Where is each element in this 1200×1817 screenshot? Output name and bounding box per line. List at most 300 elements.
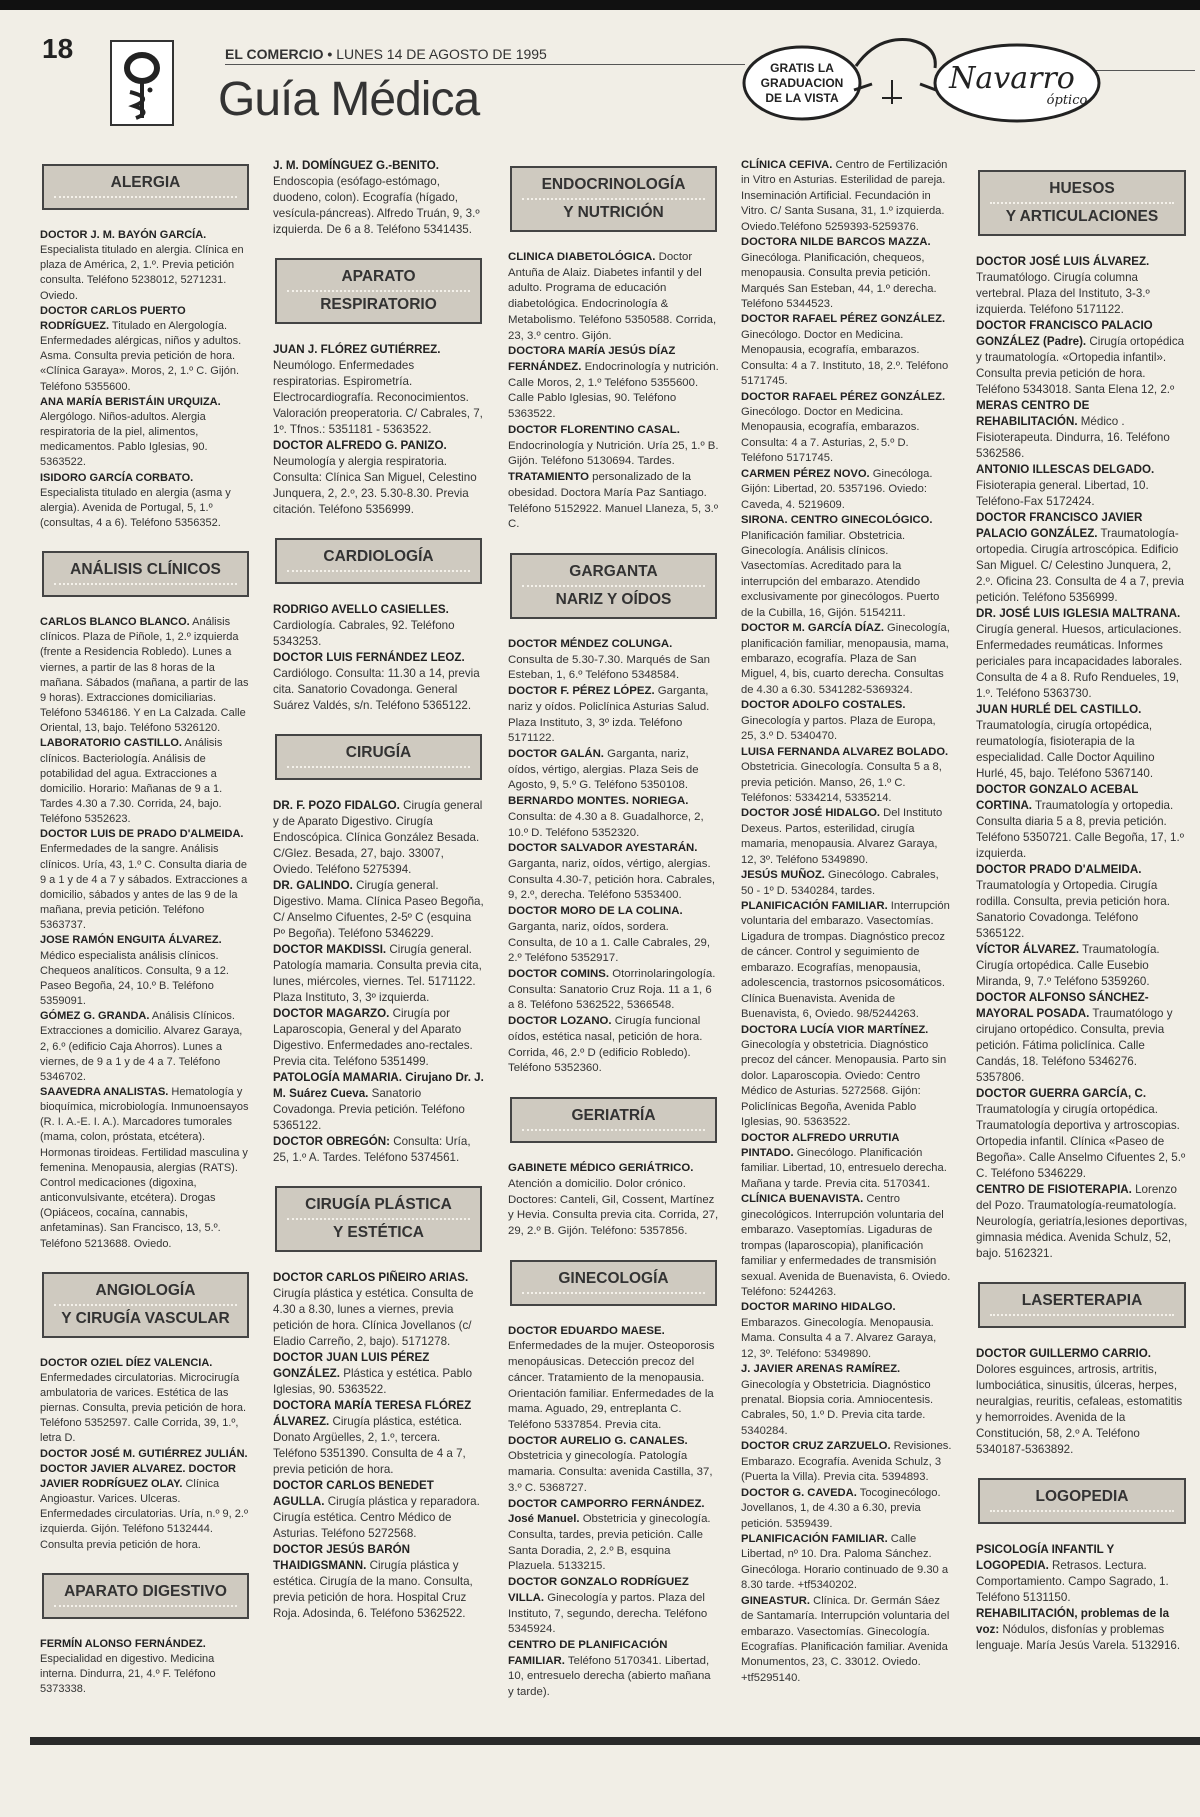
directory-entry <box>508 841 719 904</box>
directory-entry <box>508 1161 719 1240</box>
entry-details: Garganta, nariz, oídos, vértigo, alergias. Consulta 4.30-7, petición hora. Cabrales, 9, 2.º, derecha. Teléfono 5353400. <box>508 858 716 902</box>
directory-entry <box>976 990 1188 1086</box>
entry-details: Cirugía general y de Aparato Digestivo. Cirugía Endoscópica. Clínica González Besada. C/Glez. Besada, 27, bajo. 33007, Oviedo. Teléfono 5275394. <box>273 799 483 876</box>
directory-entry <box>741 1192 953 1300</box>
entry-name: DOCTOR LUIS DE PRADO D'ALMEIDA. <box>40 828 244 841</box>
section-header <box>978 170 1186 236</box>
directory-entry <box>508 747 719 794</box>
section-title: ANÁLISIS CLÍNICOS <box>70 561 221 579</box>
entry-name: DOCTOR G. CAVEDA. <box>741 1486 857 1499</box>
section-header <box>42 1573 249 1619</box>
entry-details: Titulado en Alergología. Enfermedades alérgicas, niños y adultos. Asma. Consulta previa petición de hora. «Clínica Garaya». Moros, 2, 1.º C. Gijón. Teléfono 5355600. <box>40 319 242 393</box>
directory-entry <box>976 782 1188 862</box>
entry-details: Especialista titulado en alergia (asma y alergia). Avenida de Portugal, 5, 1.º (consultas, 4 a 6). Teléfono 5356352. <box>40 486 231 529</box>
directory-entry <box>508 1434 719 1497</box>
entry-name: PATOLOGÍA MAMARIA. Cirujano Dr. J. M. Suárez Cueva. <box>273 1071 484 1100</box>
directory-entry <box>273 650 484 714</box>
entry-name: DOCTOR SALVADOR AYESTARÁN. <box>508 842 698 855</box>
section-title: CIRUGÍA <box>345 744 412 761</box>
entry-details: personalizado de la obesidad. Doctora María Paz Santiago. Teléfono 5152922. Manuel Llaneza, 5, 3.º C. <box>508 471 718 531</box>
directory-column <box>273 158 484 1622</box>
entry-name: DOCTOR COMINS. <box>508 968 610 981</box>
directory-entry <box>273 798 484 878</box>
entry-name: GÓMEZ G. GRANDA. <box>40 1010 150 1023</box>
directory-entry <box>508 1638 719 1701</box>
entry-name: BERNARDO MONTES. NORIEGA. <box>508 795 689 808</box>
entry-details: Ginecólogo. Doctor en Medicina. Menopausia, ecografía, embarazos. Consulta: 4 a 7. Instituto, 18, 2.º. Teléfono 5171745. <box>741 328 949 388</box>
entry-details: Consulta: de 4.30 a 8. Guadalhorce, 2, 10.º D. Teléfono 5352320. <box>508 810 704 839</box>
entry-details: Nódulos, disfonías y problemas lenguaje. María Jesús Varela. 5132916. <box>976 1623 1181 1652</box>
entry-name: DOCTOR J. M. BAYÓN GARCÍA. <box>40 229 207 241</box>
entry-details: Cirugía plástica y estética. Cirugía de la mano. Consulta, previa petición de hora. Hospital Cruz Roja. Adosinda, 6. Teléfono 5362522. <box>273 1559 473 1620</box>
advert-gratis-line-1: GRATIS LA <box>770 61 834 75</box>
entry-details: Lorenzo del Pozo. Traumatología-reumatología. Neurología, geriatría,lesiones deportivas, gimnasia médica. Avenida Schulz, 52, bajo. 5162321. <box>976 1183 1188 1260</box>
entry-name: DOCTORA MARÍA JESÚS DÍAZ FERNÁNDEZ. <box>508 345 676 374</box>
directory-entry <box>741 899 953 1023</box>
directory-entry <box>273 942 484 1006</box>
directory-entry <box>741 1300 953 1362</box>
section-spacer <box>40 1252 251 1266</box>
header-dotted-rule <box>54 1304 237 1306</box>
directory-entry <box>741 390 953 467</box>
section-header <box>42 164 249 210</box>
entry-name: JESÚS MUÑOZ. <box>741 869 825 882</box>
directory-entry <box>741 467 953 513</box>
directory-entry <box>40 1009 251 1085</box>
section-header <box>510 1097 717 1143</box>
masthead-rule <box>225 64 745 65</box>
entry-name: DOCTOR CARLOS BENEDET AGULLA. <box>273 1479 434 1508</box>
page-title: Guía Médica <box>218 73 480 126</box>
entry-name: DOCTOR GONZALO ACEBAL CORTINA. <box>976 783 1139 812</box>
section-title: CIRUGÍA PLÁSTICA <box>305 1196 452 1213</box>
section-header <box>275 258 482 324</box>
entry-details: Traumatólogo. Cirugía columna vertebral. Plaza del Instituto, 3-3.º izquierda. Teléfono 5171122. <box>976 271 1150 316</box>
directory-entry <box>741 698 953 744</box>
directory-entry <box>508 1014 719 1077</box>
entry-name: DOCTOR MORO DE LA COLINA. <box>508 905 683 918</box>
entry-name: RODRIGO AVELLO CASIELLES. <box>273 603 449 616</box>
entry-name: DOCTOR GONZALO RODRÍGUEZ VILLA. <box>508 1576 689 1604</box>
entry-name: DOCTOR ALFONSO SÁNCHEZ-MAYORAL POSADA. <box>976 991 1149 1020</box>
entry-name: DOCTOR RAFAEL PÉREZ GONZÁLEZ. <box>741 390 946 403</box>
header-dotted-rule <box>54 583 237 585</box>
directory-entry <box>508 967 719 1014</box>
entry-name: PLANIFICACIÓN FAMILIAR. <box>741 900 888 912</box>
entry-name: DOCTOR GUILLERMO CARRIO. <box>976 1347 1151 1360</box>
entry-details: Planificación familiar. Obstetricia. Ginecología. Análisis clínicos. Vasectomías. Acreditado para la interrupción del embarazo. Atendido exclusivamente por ginecólogos. Puerto de la Cubilla, 16, Gijón. 5154211. <box>741 529 940 619</box>
section-title: NARIZ Y OÍDOS <box>555 590 672 608</box>
entry-name: GINEASTUR. <box>741 1594 810 1607</box>
directory-entry <box>741 1362 953 1439</box>
entry-name: DOCTOR JUAN LUIS PÉREZ GONZÁLEZ. <box>273 1351 430 1380</box>
entry-details: Cirugía ortopédica y traumatología. «Ortopedia infantil». Consulta previa petición de hora. Teléfono 5343018. Santa Elena 12, 2.º <box>976 335 1185 396</box>
entry-details: Endocrinología y Nutrición. Uría 25, 1.º B. Gijón. Teléfono 5130694. Tardes. <box>508 439 719 468</box>
entry-details: Centro ginecológicos. Interrupción voluntaria del embarazo. Vaseptomías. Ligaduras de trompas (laparoscopia), planificación familiar y enfermedades de transmisión sexual. Avenida de Buenavista, 6. Oviedo. Teléfono: 5244263. <box>741 1193 951 1298</box>
entry-details: Ginecólogo. Planificación familiar. Libertad, 10, entresuelo derecha. Mañana y tarde. Previa cita. 5170341. <box>741 1147 947 1190</box>
entry-details: Centro de Fertilización in Vitro en Asturias. Esterilidad de pareja. Inseminación Artificial. Fecundación in Vitro. C/ Santa Susana, 31, 1.º izquierda. Oviedo.Teléfono 5259393-5259376. <box>741 159 948 233</box>
directory-entry <box>40 827 251 933</box>
entry-details: Ginecóloga. Gijón: Libertad, 20. 5357196. Oviedo: Caveda, 4. 5219609. <box>741 467 933 511</box>
entry-name: DOCTORA LUCÍA VIOR MARTÍNEZ. <box>741 1023 929 1036</box>
section-header <box>42 551 249 597</box>
entry-name: DOCTOR MARINO HIDALGO. <box>741 1301 896 1314</box>
directory-entry <box>976 318 1188 398</box>
entry-name: TRATAMIENTO <box>508 471 589 484</box>
directory-entry <box>40 471 251 532</box>
directory-entry <box>273 1270 484 1350</box>
entry-name: PLANIFICACIÓN FAMILIAR. <box>741 1532 888 1545</box>
entry-details: Garganta, nariz, oídos, sordera. Consulta, de 10 a 1. Calle Cabrales, 29, 2.º Teléfono 5352917. <box>508 920 710 965</box>
header-dotted-rule <box>522 585 705 587</box>
directory-entry <box>508 1575 719 1638</box>
entry-name: DOCTORA NILDE BARCOS MAZZA. <box>741 236 931 249</box>
entry-details: Ginecología, planificación familiar, menopausia, mama, embarazo, ecografía. Plaza de San Miguel, 4, bis, cuarto derecha. Consultas de 4.30 a 6.30. 5341282-5369324. <box>741 622 950 696</box>
entry-name: DOCTOR ALFREDO URRUTIA PINTADO. <box>741 1131 900 1159</box>
header-dotted-rule <box>990 1314 1174 1316</box>
entry-name: DOCTOR FRANCISCO JAVIER PALACIO GONZÁLEZ. <box>976 511 1143 540</box>
header-dotted-rule <box>522 1292 705 1294</box>
entry-details: Cirugía general. Patología mamaria. Consulta previa cita, lunes, miércoles, viernes. Tel. 5171122. Plaza Instituto, 3, 3º izquierda. <box>273 943 482 1004</box>
header-dotted-rule <box>522 198 705 200</box>
entry-details: Atención a domicilio. Dolor crónico. Doctores: Canteli, Gil, Cossent, Martínez y Hevia. Consulta previa cita. Corrida, 27, 29, 2.º B. Gijón. Teléfono: 5357856. <box>508 1177 719 1237</box>
directory-entry <box>508 470 719 533</box>
entry-details: Ginecología y Obstetricia. Diagnóstico prenatal. Biopsia coria. Amniocentesis. Cabrales, 50, 1.º D. Previa cita tarde. 5340284. <box>741 1378 934 1437</box>
entry-details: Revisiones. Embarazo. Ecografía. Avenida Schulz, 3 (Puerta la Villa). Previa cita. 5394893. <box>741 1440 952 1484</box>
directory-entry <box>741 1023 953 1131</box>
section-spacer <box>40 1553 251 1567</box>
entry-name: DOCTOR OZIEL DÍEZ VALENCIA. <box>40 1356 213 1369</box>
entry-details: Cardiología. Cabrales, 92. Teléfono 5343253. <box>273 619 455 648</box>
directory-entry <box>976 1346 1188 1458</box>
entry-name: DOCTOR OBREGÓN: <box>273 1135 391 1148</box>
header-dotted-rule <box>287 766 470 768</box>
directory-entry <box>273 1070 484 1134</box>
section-title: GERIATRÍA <box>571 1107 656 1125</box>
entry-details: Del Instituto Dexeus. Partos, esterilidad, cirugía mamaria, menopausia. Alvarez Garaya, 12, 3º. Teléfono 5349890. <box>741 807 943 866</box>
section-spacer <box>976 1262 1188 1276</box>
entry-details: Análisis Clínicos. Extracciones a domicilio. Alvarez Garaya, 2, 6.º (edificio Caja Ahorros). Lunes a viernes, de 9 a 1 y de 4 a 7. Teléfono 5346702. <box>40 1010 243 1083</box>
issue-date: LUNES 14 DE AGOSTO DE 1995 <box>336 46 547 62</box>
entry-name: DOCTOR RAFAEL PÉREZ GONZÁLEZ. <box>741 313 946 326</box>
entry-name: CLINICA DIABETOLÓGICA. <box>508 251 656 263</box>
entry-details: Traumatología y ortopedia. Consulta diaria 5 a 8, previa petición. Teléfono 5350721. Calle Begoña, 17, 1.º izquierda. <box>976 799 1184 860</box>
entry-details: Otorrinolaringología. Consulta: Sanatorio Cruz Roja. 11 a 1, 6 a 8. Teléfono 5362522, 5366548. <box>508 968 716 1012</box>
directory-entry <box>976 1606 1188 1654</box>
entry-details: Consulta de 5.30-7.30. Marqués de San Esteban, 1, 6.º Teléfono 5348584. <box>508 653 711 682</box>
entry-name: DOCTOR JOSÉ HIDALGO. <box>741 807 881 820</box>
entry-name: DOCTOR LUIS FERNÁNDEZ LEOZ. <box>273 651 465 664</box>
directory-entry <box>976 702 1188 782</box>
entry-name: DOCTOR ADOLFO COSTALES. <box>741 699 906 712</box>
directory-entry <box>40 1637 251 1698</box>
entry-name: VÍCTOR ÁLVAREZ. <box>976 943 1080 956</box>
entry-name: ANTONIO ILLESCAS DELGADO. <box>976 463 1155 476</box>
directory-entry <box>741 1486 953 1532</box>
section-title: ANGIOLOGÍA <box>95 1281 196 1299</box>
top-border <box>0 0 1200 10</box>
entry-details: Tocoginecólogo. Jovellanos, 1, de 4.30 a 6.30, previa petición. 5359439. <box>741 1486 941 1530</box>
directory-entry <box>741 1131 953 1193</box>
bottom-rule <box>30 1737 1200 1745</box>
directory-entry <box>741 745 953 807</box>
directory-entry <box>40 933 251 1009</box>
entry-name: DOCTOR CRUZ ZARZUELO. <box>741 1440 891 1453</box>
entry-name: SIRONA. CENTRO GINECOLÓGICO. <box>741 514 933 527</box>
section-title: ALERGIA <box>110 174 181 191</box>
section-header <box>978 1282 1186 1328</box>
entry-name: DOCTOR ALFREDO G. PANIZO. <box>273 439 447 452</box>
entry-name: DOCTOR AURELIO G. CANALES. <box>508 1434 688 1447</box>
section-spacer <box>508 533 719 547</box>
entry-details: Ginecología y obstetricia. Diagnóstico precoz del cáncer. Menopausia. Parto sin dolor. Laparoscopia. Oviedo: Centro Médico de Asturias. 5272568. Gijón: Policlínicas Begoña, Avenida Pablo Iglesias, 90. 5363522. <box>741 1038 947 1129</box>
section-title: LOGOPEDIA <box>1035 1488 1129 1505</box>
entry-name: JOSE RAMÓN ENGUITA ÁLVAREZ. <box>40 934 222 947</box>
entry-name: ISIDORO GARCÍA CORBATO. <box>40 471 194 484</box>
section-spacer <box>273 238 484 252</box>
entry-details: Traumatólogo y cirujano ortopédico. Consulta, previa petición. Fátima policlínica. Calle Candás, 18. Teléfono 5346276. 5357806. <box>976 1007 1173 1084</box>
section-title: HUESOS <box>1049 180 1115 197</box>
section-title: Y CIRUGÍA VASCULAR <box>61 1309 230 1327</box>
directory-entry <box>741 868 953 899</box>
entry-details: Traumatología, cirugía ortopédica, reumatología, fisioterapia de la especialidad. Calle Doctor Aquilino Hurlé, 45, bajo. Teléfono 5367140. <box>976 719 1155 780</box>
section-title: Y ARTICULACIONES <box>1005 208 1159 225</box>
directory-entry <box>741 621 953 698</box>
section-title: GINECOLOGÍA <box>558 1269 669 1287</box>
directory-entry <box>741 513 953 621</box>
entry-details: Obstetricia. Ginecología. Consulta 5 a 8, previa petición. Manso, 26, 1.º C. Teléfonos: 5334214, 5335214. <box>741 761 942 804</box>
entry-name: DOCTOR EDUARDO MAESE. <box>508 1324 665 1337</box>
entry-details: Enfermedades de la mujer. Osteoporosis menopáusicas. Detección precoz del cáncer. Tratamiento de la menopausia. Orientación familiar. Enfermedades de la mama. Aguado, 29, entreplanta C. Teléfono 5337854. Previa cita. <box>508 1340 715 1431</box>
section-header <box>42 1272 249 1338</box>
entry-name: REHABILITACIÓN, problemas de la voz: <box>976 1607 1170 1636</box>
header-dotted-rule <box>522 1129 705 1131</box>
section-spacer <box>273 1166 484 1180</box>
entry-details: Traumatología y cirugía ortopédica. Traumatología deportiva y artroscopias. Ortopedia infantil. Clínica «Paseo de Begoña». Calle Anselmo Cifuentes 2, 5.º C. Teléfono 5346229. <box>976 1103 1186 1180</box>
section-spacer <box>40 531 251 545</box>
entry-name: MERAS CENTRO DE REHABILITACIÓN. <box>976 399 1090 428</box>
entry-details: Enfermedades circulatorias. Microcirugía ambulatoria de varices. Estética de las piernas. Consulta, previa petición de hora. Teléfono 5352597. Calle Corrida, 39, 1.º, letra D. <box>40 1371 247 1445</box>
directory-entry <box>976 254 1188 318</box>
directory-entry <box>508 423 719 470</box>
directory-entry <box>273 1478 484 1542</box>
entry-details: Sanatorio Covadonga. Previa petición. Teléfono 5365122. <box>273 1087 465 1132</box>
page-number: 18 <box>42 33 74 64</box>
entry-name: JUAN J. FLÓREZ GUTIÉRREZ. <box>273 343 441 356</box>
directory-entry <box>508 344 719 423</box>
entry-name: DOCTOR CARLOS PUERTO RODRÍGUEZ. <box>40 304 186 332</box>
entry-details: Enfermedades de la sangre. Análisis clínicos. Uría, 43, 1.º C. Consulta diaria de 9 a 1 y de 4 a 7 y sábados. Extracciones a domicilio, sábados y antes de las 9 de la mañana, previa petición. Teléfono 5363737. <box>40 843 248 932</box>
entry-details: Análisis clínicos. Plaza de Piñole, 1, 2.º izquierda (frente a Residencia Robledo). Lunes a viernes, a partir de las 8 horas de la mañana. Sábados (mañana, a partir de las 9 horas). Extracciones domiciliarias. Teléfono 5346186. Y en La Calzada. Calle Oriental, 13, bajo. Teléfono 5326120. <box>40 616 249 735</box>
entry-details: Ginecólogo. Doctor en Medicina. Menopausia, ecografía, embarazos. Consulta: 4 a 7. Asturias, 2, 5.º D. Teléfono 5171745. <box>741 406 920 465</box>
directory-column <box>976 164 1188 1654</box>
entry-details: Obstetricia y ginecología. Patología mamaria. Consulta: avenida Castilla, 37, 3.º C. 5368727. <box>508 1450 713 1494</box>
section-title: LASERTERAPIA <box>1021 1292 1143 1309</box>
directory-entry <box>976 1542 1188 1606</box>
directory-entry <box>741 235 953 312</box>
entry-details: Endocrinología y nutrición. Calle Moros, 2, 1.º Teléfono 5355600. Calle Pablo Iglesias, 90. Teléfono 5363522. <box>508 361 719 421</box>
entry-name: GABINETE MÉDICO GERIÁTRICO. <box>508 1162 694 1175</box>
section-title: Y NUTRICIÓN <box>563 204 664 221</box>
section-header <box>275 734 482 780</box>
entry-details: Neumología y alergia respiratoria. Consulta: Clínica San Miguel, Celestino Junquera, 2, 2.º, 23. 5.30-8.30. Previa citación. Teléfono 5356999. <box>273 455 477 516</box>
section-header <box>275 1186 482 1252</box>
entry-details: Obstetricia y ginecología. Consulta, tardes, previa petición. Calle Santa Doradia, 2, 2.º B, esquina Plazuela. 5133215. <box>508 1513 711 1573</box>
directory-entry <box>508 1324 719 1434</box>
entry-details: Ginecólogo. Cabrales, 50 - 1º D. 5340284, tardes. <box>741 869 939 897</box>
entry-name: DOCTOR FLORENTINO CASAL. <box>508 423 680 436</box>
section-title: APARATO DIGESTIVO <box>64 1582 227 1600</box>
entry-details: Ginecología y partos. Plaza de Europa, 25, 3.º D. 5340470. <box>741 714 936 743</box>
entry-details: Plástica y estética. Pablo Iglesias, 90. 5363522. <box>273 1367 473 1396</box>
section-title: ENDOCRINOLOGÍA <box>541 176 686 193</box>
header-dotted-rule <box>287 1218 470 1220</box>
entry-details: Cirugía plástica, estética. Donato Argüelles, 2, 1.º, tercera. Teléfono 5351390. Consulta de 4 a 7, previa petición de hora. <box>273 1415 466 1476</box>
directory-entry <box>508 684 719 747</box>
entry-details: Cirugía general. Huesos, articulaciones. Enfermedades reumáticas. Informes periciales para incapacidades laborales. Consulta de 4 a 8. Rufo Rendueles, 19, 1.º. Teléfono 5363730. <box>976 623 1183 700</box>
section-title: CARDIOLOGÍA <box>323 548 434 565</box>
entry-details: Especialista titulado en alergia. Clínica en plaza de América, 2, 1.º. Previa petición consulta. Teléfono 5238012, 5271231. Oviedo. <box>40 244 244 302</box>
entry-details: Especialidad en digestivo. Medicina interna. Dindurra, 21, 4.º F. Teléfono 5373338. <box>40 1652 216 1696</box>
directory-entry <box>976 862 1188 942</box>
entry-name: DOCTOR MAKDISSI. <box>273 943 387 956</box>
entry-details: Fisioterapia general. Libertad, 10. Teléfono-Fax 5172424. <box>976 479 1149 508</box>
directory-entry <box>273 1134 484 1166</box>
entry-name: JUAN HURLÉ DEL CASTILLO. <box>976 703 1142 716</box>
directory-entry <box>273 342 484 438</box>
entry-details: Embarazos. Ginecología. Menopausia. Mama. Consulta 4 a 7. Alvarez Garaya, 12, 3º. Teléfono: 5349890. <box>741 1316 937 1360</box>
entry-name: PSICOLOGÍA INFANTIL Y LOGOPEDIA. <box>976 1543 1115 1572</box>
section-header <box>978 1478 1186 1524</box>
section-header <box>510 553 717 619</box>
entry-details: Interrupción voluntaria del embarazo. Vasectomías. Ligadura de trompas. Diagnóstico precoz de cáncer. Control y seguimiento de embarazo. Ecografías, menopausia, adolescencia, trastornos psicosomáticos. Clínica Buenavista. Avenida de Buenavista, 6, Oviedo. 98/5244263. <box>741 900 950 1021</box>
section-header <box>510 166 717 232</box>
entry-details: Neumólogo. Enfermedades respiratorias. Espirometría. Electrocardiografía. Reconocimientos. Valoración preoperatoria. C/ Cabrales, 7, 1º. Tfnos.: 5351181 - 5363522. <box>273 359 483 436</box>
directory-entry <box>508 250 719 344</box>
entry-name: DOCTOR MÉNDEZ COLUNGA. <box>508 637 673 650</box>
section-header <box>275 538 482 584</box>
newspaper-name: EL COMERCIO <box>225 46 324 62</box>
entry-details: Ginecología y partos. Plaza del Instituto, 7, segundo, derecha. Teléfono 5345924. <box>508 1591 708 1636</box>
directory-entry <box>976 1182 1188 1262</box>
entry-name: DOCTOR GUERRA GARCÍA, C. <box>976 1087 1147 1100</box>
directory-entry <box>976 942 1188 990</box>
section-spacer <box>508 1240 719 1254</box>
entry-name: DOCTOR M. GARCÍA DÍAZ. <box>741 622 884 635</box>
directory-entry <box>508 1497 719 1576</box>
header-dotted-rule <box>54 196 237 198</box>
entry-details: Hematología y bioquímica, microbiología. Inmunoensayos (R. I. A.-E. I. A.). Marcadores tumorales (mama, colon, próstata, etcétera). Hormonas tiroideas. Fertilidad masculina y femenina. Menopausia, alergias (RATS). Control medicaciones (digoxina, anticonvulsivante, etcétera). Drogas (Opiáceos, cocaína, cannabis, anfetaminas). San Francisco, 13, 5.º. Teléfono 5213688. Oviedo. <box>40 1085 249 1250</box>
entry-name: CENTRO DE PLANIFICACIÓN FAMILIAR. <box>508 1639 668 1667</box>
section-title: APARATO <box>341 268 416 285</box>
entry-details: Médico especialista análisis clínicos. Chequeos analíticos. Consulta, 9 a 12. Paseo Begoña, 24, 10.º B. Teléfono 5359091. <box>40 949 229 1008</box>
directory-entry <box>273 158 484 238</box>
directory-entry <box>273 438 484 518</box>
advert-brand-sub: óptico <box>1046 93 1088 108</box>
section-spacer <box>976 1458 1188 1472</box>
entry-details: Teléfono 5170341. Libertad, 10, entresuelo derecha (abierto mañana y tarde). <box>508 1654 711 1699</box>
directory-entry <box>976 398 1188 462</box>
entry-name: DR. GALINDO. <box>273 879 353 892</box>
entry-details: Endoscopia (esófago-estómago, duodeno, colon). Ecografía (hígado, vesícula-páncreas). Alfredo Truán, 9, 3.º izquierda. De 6 a 8. Teléfono 5341435. <box>273 175 480 236</box>
entry-name: DOCTOR CAMPORRO FERNÁNDEZ. José Manuel. <box>508 1497 705 1526</box>
entry-name: J. JAVIER ARENAS RAMÍREZ. <box>741 1363 901 1376</box>
entry-details: Ginecóloga. Planificación, chequeos, menopausia. Consulta previa petición. Marqués San Esteban, 44, 1.º derecha. Teléfono 5344523. <box>741 251 937 310</box>
entry-name: CLÍNICA BUENAVISTA. <box>741 1193 864 1206</box>
directory-entry <box>741 1594 953 1687</box>
header-dotted-rule <box>990 1510 1174 1512</box>
directory-entry <box>508 904 719 967</box>
section-title: Y ESTÉTICA <box>332 1224 424 1241</box>
masthead: EL COMERCIO • LUNES 14 DE AGOSTO DE 1995 <box>225 46 547 62</box>
entry-name: CENTRO DE FISIOTERAPIA. <box>976 1183 1132 1196</box>
directory-entry <box>976 606 1188 702</box>
entry-details: Consulta: Uría, 25, 1.º A. Tardes. Teléfono 5374561. <box>273 1135 471 1164</box>
advert-gratis-line-3: DE LA VISTA <box>765 91 839 105</box>
directory-entry <box>741 806 953 868</box>
header-dotted-rule <box>54 1605 237 1607</box>
directory-entry <box>40 1085 251 1252</box>
directory-column <box>508 160 719 1701</box>
entry-details: Cirugía funcional oídos, estética nasal, petición de hora. Corrida, 46, 2.º D (edificio Robledo). Teléfono 5352360. <box>508 1015 703 1075</box>
entry-name: DOCTOR GALÁN. <box>508 747 604 760</box>
entry-details: Cirugía plástica y estética. Consulta de 4.30 a 8.30, lunes a viernes, previa petición de hora. Clínica Jovellanos (c/ Eladio Carreño, 2, bajo). 5171278. <box>273 1287 474 1348</box>
directory-entry <box>273 1350 484 1398</box>
entry-details: Médico . Fisioterapeuta. Dindurra, 16. Teléfono 5362586. <box>976 415 1170 460</box>
advert-brand: Navarro <box>949 61 1075 96</box>
directory-entry <box>741 1532 953 1594</box>
entry-details: Cirugía por Laparoscopia, General y del Aparato Digestivo. Enfermedades ano-rectales. Previa cita. Teléfono 5351499. <box>273 1007 473 1068</box>
directory-entry <box>40 395 251 471</box>
entry-details: Clínica. Dr. Germán Sáez de Santamaría. Interrupción voluntaria del embarazo. Vasectomías. Ginecología. Ecografías. Planificación familiar. Avenida Monumentos, 23, C. 33012. Oviedo. +tf5295140. <box>741 1594 950 1684</box>
entry-name: CLÍNICA CEFIVA. <box>741 159 833 171</box>
entry-name: DOCTOR F. PÉREZ LÓPEZ. <box>508 685 655 698</box>
entry-details: Garganta, nariz, oídos, vértigo, alergias. Plaza Seis de Agosto, 9, 5.º G. Teléfono 5350108. <box>508 747 699 792</box>
entry-name: DOCTOR PRADO D'ALMEIDA. <box>976 863 1142 876</box>
entry-name: DOCTOR JOSÉ M. GUTIÉRREZ JULIÁN. DOCTOR JAVIER ALVAREZ. DOCTOR JAVIER RODRÍGUEZ OLAY. <box>40 1447 248 1490</box>
entry-name: LABORATORIO CASTILLO. <box>40 737 182 750</box>
directory-entry <box>273 878 484 942</box>
directory-entry <box>741 158 953 235</box>
section-spacer <box>508 1077 719 1091</box>
entry-name: LUISA FERNANDA ALVAREZ BOLADO. <box>741 745 949 758</box>
directory-entry <box>40 615 251 736</box>
entry-details: Traumatología. Cirugía ortopédica. Calle Eusebio Miranda, 9, 7.º Teléfono 5359260. <box>976 943 1160 988</box>
entry-details: Alergólogo. Niños-adultos. Alergia respiratoria de la piel, alimentos, medicamentos. Pablo Iglesias, 90. 5363522. <box>40 410 208 469</box>
entry-details: Traumatología y Ortopedia. Cirugía rodilla. Consulta, previa petición hora. Sanatorio Covadonga. Teléfono 5365122. <box>976 879 1170 940</box>
entry-name: DOCTOR JESÚS BARÓN THAIDIGSMANN. <box>273 1543 410 1572</box>
entry-details: Cardiólogo. Consulta: 11.30 a 14, previa cita. Sanatorio Covadonga. General Suárez Valdés, s/n. Teléfono 5365122. <box>273 667 480 712</box>
section-title: RESPIRATORIO <box>320 296 437 313</box>
entry-name: DOCTOR LOZANO. <box>508 1015 612 1028</box>
optician-advert <box>742 38 1200 138</box>
directory-entry <box>40 1356 251 1447</box>
directory-entry <box>508 794 719 841</box>
directory-entry <box>741 312 953 389</box>
entry-name: DR. JOSÉ LUIS IGLESIA MALTRANA. <box>976 607 1181 620</box>
directory-entry <box>976 462 1188 510</box>
directory-entry <box>40 736 251 827</box>
directory-entry <box>273 602 484 650</box>
directory-entry <box>741 1439 953 1485</box>
entry-details: Clínica Angioastur. Varices. Ulceras. Enfermedades circulatorias. Uría, n.º 9, 2.º izquierda. Gijón. Teléfono 5132444. Consulta previa petición de hora. <box>40 1477 248 1551</box>
advert-gratis-line-2: GRADUACION <box>760 76 844 90</box>
directory-entry <box>273 1542 484 1622</box>
entry-name: FERMÍN ALONSO FERNÁNDEZ. <box>40 1637 206 1650</box>
entry-name: ANA MARÍA BERISTÁIN URQUIZA. <box>40 395 221 408</box>
directory-entry <box>508 637 719 684</box>
directory-entry <box>273 1006 484 1070</box>
